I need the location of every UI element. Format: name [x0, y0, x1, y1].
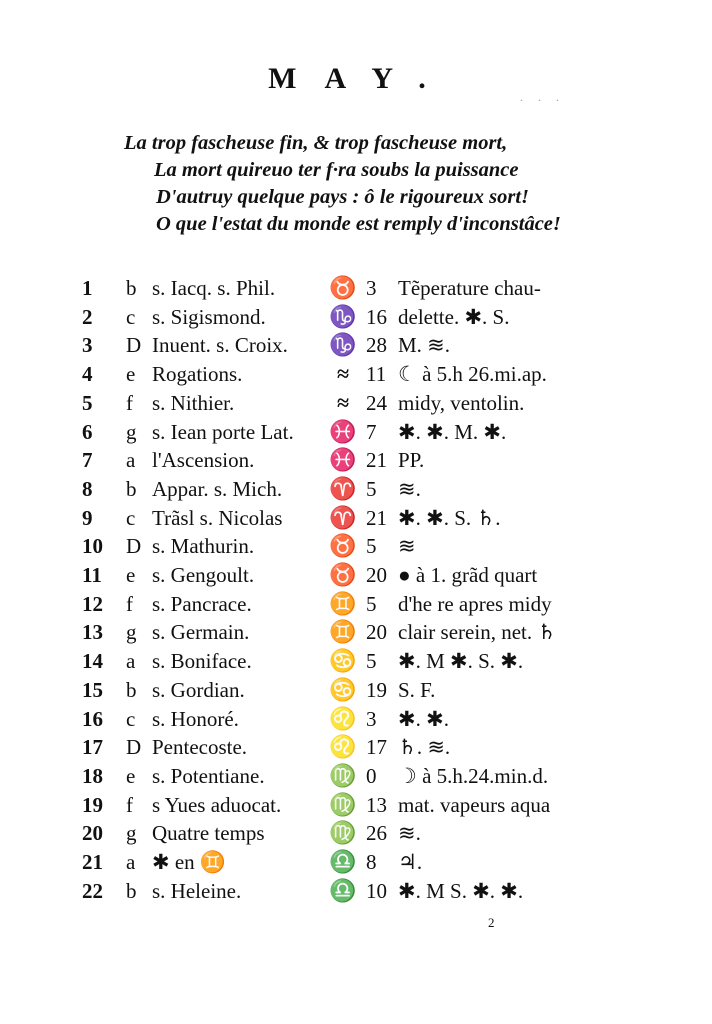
calendar-letter-cell: b: [126, 276, 137, 300]
calendar-day-cell: 13: [82, 620, 103, 644]
calendar-moon-cell: 20: [366, 563, 387, 587]
calendar-weather-cell: ✱. M ✱. S. ✱.: [398, 649, 524, 673]
calendar-sign-cell: ♓: [329, 419, 357, 444]
calendar-weather-cell: ♃.: [398, 850, 423, 874]
calendar-weather-cell: S. F.: [398, 678, 436, 702]
calendar-row: [0, 360, 712, 388]
calendar-row: [0, 389, 712, 417]
calendar-day-cell: 8: [82, 477, 93, 501]
calendar-letter-cell: e: [126, 764, 136, 788]
calendar-saint-cell: l'Ascension.: [152, 448, 255, 472]
calendar-sign-cell: ♉: [329, 533, 357, 558]
verse-line: La trop fascheuse fin, & trop fascheuse mort,: [124, 132, 508, 154]
calendar-day-cell: 22: [82, 879, 103, 903]
calendar-sign-cell: ♍: [329, 820, 357, 845]
calendar-saint-cell: s. Honoré.: [152, 707, 239, 731]
calendar-weather-cell: ≋.: [398, 821, 421, 845]
calendar-day-cell: 17: [82, 735, 103, 759]
calendar-day-cell: 10: [82, 534, 103, 558]
calendar-saint-cell: s. Heleine.: [152, 879, 242, 903]
calendar-row: [0, 446, 712, 474]
calendar-row: [0, 705, 712, 733]
calendar-moon-cell: 5: [366, 592, 377, 616]
calendar-sign-cell: ♌: [329, 706, 357, 731]
calendar-day-cell: 21: [82, 850, 103, 874]
verse-stanza: [118, 130, 618, 238]
calendar-letter-cell: b: [126, 678, 137, 702]
calendar-row: [0, 647, 712, 675]
calendar-letter-cell: D: [126, 534, 142, 558]
calendar-moon-cell: 13: [366, 793, 387, 817]
calendar-saint-cell: s. Gordian.: [152, 678, 245, 702]
calendar-sign-cell: ♊: [329, 619, 357, 644]
calendar-letter-cell: b: [126, 879, 137, 903]
calendar-saint-cell: s. Gengoult.: [152, 563, 255, 587]
calendar-day-cell: 15: [82, 678, 103, 702]
calendar-saint-cell: s. Iacq. s. Phil.: [152, 276, 276, 300]
calendar-saint-cell: s Yues aduocat.: [152, 793, 282, 817]
calendar-letter-cell: f: [126, 391, 133, 415]
calendar-saint-cell: s. Pancrace.: [152, 592, 252, 616]
calendar-moon-cell: 0: [366, 764, 377, 788]
calendar-weather-cell: ✱. M S. ✱. ✱.: [398, 879, 524, 903]
calendar-row: [0, 532, 712, 560]
calendar-moon-cell: 10: [366, 879, 387, 903]
calendar-weather-cell: Tẽperature chau-: [398, 276, 541, 300]
calendar-saint-cell: Rogations.: [152, 362, 243, 386]
calendar-saint-cell: s. Mathurin.: [152, 534, 255, 558]
calendar-letter-cell: a: [126, 850, 136, 874]
calendar-saint-cell: Trãsl s. Nicolas: [152, 506, 283, 530]
calendar-moon-cell: 17: [366, 735, 387, 759]
calendar-row: [0, 561, 712, 589]
calendar-sign-cell: ♎: [329, 849, 357, 874]
calendar-weather-cell: ≋: [398, 534, 416, 558]
calendar-moon-cell: 21: [366, 448, 387, 472]
calendar-saint-cell: Pentecoste.: [152, 735, 248, 759]
calendar-saint-cell: Inuent. s. Croix.: [152, 333, 288, 357]
ink-smudge: . . .: [520, 90, 565, 104]
calendar-moon-cell: 24: [366, 391, 387, 415]
calendar-row: [0, 303, 712, 331]
calendar-row: [0, 418, 712, 446]
calendar-day-cell: 12: [82, 592, 103, 616]
calendar-day-cell: 9: [82, 506, 93, 530]
calendar-sign-cell: ♑: [329, 304, 357, 329]
calendar-day-cell: 3: [82, 333, 93, 357]
calendar-moon-cell: 3: [366, 707, 377, 731]
calendar-moon-cell: 21: [366, 506, 387, 530]
calendar-saint-cell: s. Germain.: [152, 620, 250, 644]
calendar-row: [0, 618, 712, 646]
calendar-moon-cell: 20: [366, 620, 387, 644]
calendar-sign-cell: ♎: [329, 878, 357, 903]
calendar-weather-cell: ≋.: [398, 477, 421, 501]
calendar-sign-cell: ♋: [329, 677, 357, 702]
calendar-moon-cell: 5: [366, 534, 377, 558]
calendar-row: [0, 733, 712, 761]
calendar-sign-cell: ♉: [329, 275, 357, 300]
calendar-weather-cell: midy, ventolin.: [398, 391, 525, 415]
verse-line: O que l'estat du monde est remply d'inconstâce!: [156, 213, 561, 235]
calendar-weather-cell: ♄. ≋.: [398, 735, 451, 759]
calendar-letter-cell: D: [126, 735, 142, 759]
calendar-sign-cell: ♌: [329, 734, 357, 759]
calendar-sign-cell: ≈: [336, 361, 350, 386]
calendar-saint-cell: s. Potentiane.: [152, 764, 265, 788]
calendar-saint-cell: s. Iean porte Lat.: [152, 420, 294, 444]
calendar-sign-cell: ♍: [329, 792, 357, 817]
calendar-letter-cell: e: [126, 563, 136, 587]
calendar-letter-cell: f: [126, 592, 133, 616]
calendar-letter-cell: b: [126, 477, 137, 501]
calendar-moon-cell: 8: [366, 850, 377, 874]
calendar-letter-cell: c: [126, 506, 136, 530]
calendar-day-cell: 2: [82, 305, 93, 329]
calendar-sign-cell: ♊: [329, 591, 357, 616]
calendar-moon-cell: 11: [366, 362, 387, 386]
calendar-moon-cell: 3: [366, 276, 377, 300]
calendar-day-cell: 7: [82, 448, 93, 472]
calendar-moon-cell: 5: [366, 649, 377, 673]
calendar-day-cell: 11: [82, 563, 102, 587]
calendar-letter-cell: g: [126, 821, 137, 845]
calendar-letter-cell: g: [126, 620, 137, 644]
calendar-sign-cell: ♑: [329, 332, 357, 357]
calendar-moon-cell: 7: [366, 420, 377, 444]
calendar-saint-cell: Quatre temps: [152, 821, 265, 845]
verse-line: D'autruy quelque pays : ô le rigoureux sort!: [156, 186, 530, 208]
calendar-moon-cell: 19: [366, 678, 387, 702]
calendar-day-cell: 18: [82, 764, 103, 788]
calendar-weather-cell: clair serein, net. ♄: [398, 620, 557, 644]
calendar-day-cell: 4: [82, 362, 93, 386]
calendar-day-cell: 16: [82, 707, 103, 731]
calendar-row: [0, 274, 712, 302]
verse-line: La mort quireuo ter f·ra soubs la puissance: [154, 159, 519, 181]
calendar-weather-cell: d'he re apres midy: [398, 592, 552, 616]
calendar-moon-cell: 16: [366, 305, 387, 329]
calendar-letter-cell: a: [126, 448, 136, 472]
calendar-day-cell: 19: [82, 793, 103, 817]
calendar-row: [0, 877, 712, 905]
calendar-sign-cell: ♋: [329, 648, 357, 673]
calendar-sign-cell: ≈: [336, 390, 350, 415]
calendar-weather-cell: ✱. ✱. M. ✱.: [398, 420, 507, 444]
calendar-sign-cell: ♈: [329, 476, 357, 501]
calendar-sign-cell: ♓: [329, 447, 357, 472]
calendar-row: [0, 848, 712, 876]
calendar-row: [0, 331, 712, 359]
calendar-letter-cell: a: [126, 649, 136, 673]
page-title: MAY.: [268, 62, 454, 95]
calendar-weather-cell: ☾ à 5.h 26.mi.ap.: [398, 362, 547, 386]
folio-number: 2: [488, 915, 495, 930]
calendar-row: [0, 504, 712, 532]
calendar-weather-cell: PP.: [398, 448, 425, 472]
calendar-sign-cell: ♈: [329, 505, 357, 530]
calendar-day-cell: 6: [82, 420, 93, 444]
calendar-letter-cell: D: [126, 333, 142, 357]
calendar-saint-cell: s. Sigismond.: [152, 305, 266, 329]
calendar-weather-cell: mat. vapeurs aqua: [398, 793, 551, 817]
calendar-row: [0, 791, 712, 819]
calendar-weather-cell: M. ≋.: [398, 333, 451, 357]
calendar-day-cell: 20: [82, 821, 103, 845]
calendar-weather-cell: ✱. ✱. S. ♄.: [398, 506, 501, 530]
calendar-sign-cell: ♍: [329, 763, 357, 788]
calendar-row: [0, 475, 712, 503]
calendar-day-cell: 5: [82, 391, 93, 415]
calendar-moon-cell: 5: [366, 477, 377, 501]
calendar-row: [0, 762, 712, 790]
calendar-letter-cell: e: [126, 362, 136, 386]
calendar-letter-cell: c: [126, 707, 136, 731]
calendar-row: [0, 819, 712, 847]
calendar-weather-cell: ● à 1. grãd quart: [398, 563, 538, 587]
calendar-saint-cell: s. Boniface.: [152, 649, 252, 673]
calendar-saint-cell: ✱ en ♊: [152, 850, 227, 874]
calendar-weather-cell: ☽ à 5.h.24.min.d.: [398, 764, 549, 788]
calendar-sign-cell: ♉: [329, 562, 357, 587]
calendar-row: [0, 590, 712, 618]
calendar-letter-cell: g: [126, 420, 137, 444]
calendar-row: [0, 676, 712, 704]
calendar-weather-cell: ✱. ✱.: [398, 707, 449, 731]
calendar-day-cell: 14: [82, 649, 103, 673]
calendar-letter-cell: c: [126, 305, 136, 329]
calendar-weather-cell: delette. ✱. S.: [398, 305, 510, 329]
calendar-saint-cell: s. Nithier.: [152, 391, 235, 415]
calendar-moon-cell: 28: [366, 333, 387, 357]
calendar-letter-cell: f: [126, 793, 133, 817]
calendar-moon-cell: 26: [366, 821, 387, 845]
calendar-day-cell: 1: [82, 276, 93, 300]
calendar-saint-cell: Appar. s. Mich.: [152, 477, 283, 501]
